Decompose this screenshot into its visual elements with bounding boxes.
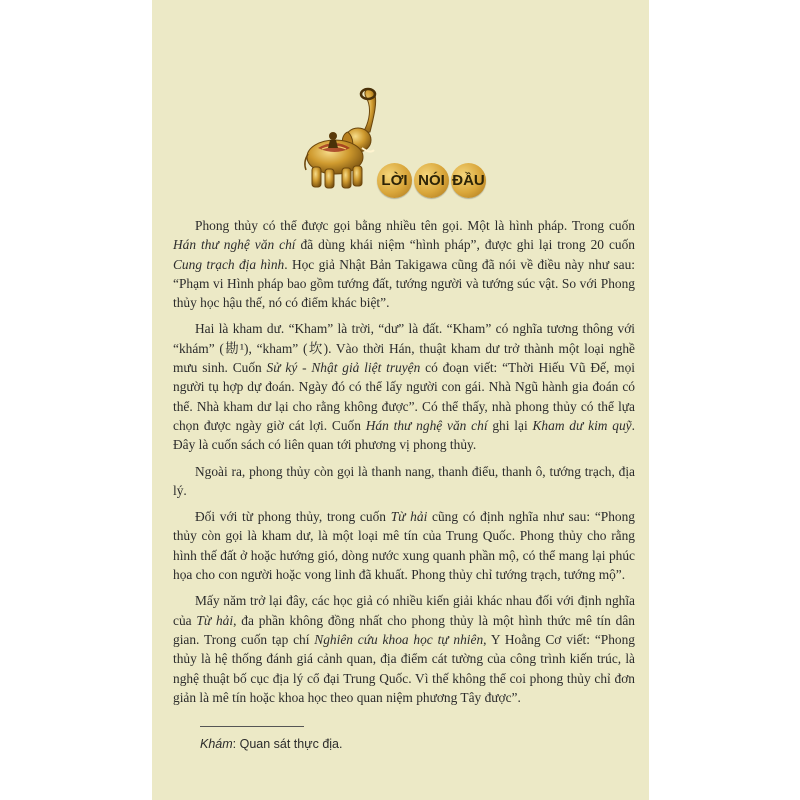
title-badge: LỜI xyxy=(377,163,412,198)
book-page xyxy=(152,0,649,800)
paragraph: Hai là kham dư. “Kham” là trời, “dư” là đất. “Kham” có nghĩa tương thông với “khám” (勘¹), “kham” (坎). Vào thời Hán, thuật kham dư trở thành một loại nghề mưu sinh. Cuốn Sử ký - Nhật giả liệt truyện có đoạn viết: “Thời Hiếu Vũ Đế, mọi người tụ hợp dự đoán. Ngày đó có thể lấy người con gái. Nhà Ngũ hành gia đoán có thể. Nhà kham dư lại cho rằng không được”. Có thể thấy, nhà phong thủy có thể lựa chọn được ngày giờ cát lợi. Cuốn Hán thư nghệ văn chí ghi lại Kham dư kim quỹ. Đây là cuốn sách có liên quan tới phương vị phong thủy. xyxy=(173,321,635,453)
title-badge: NÓI xyxy=(414,163,449,198)
paragraph: Mấy năm trở lại đây, các học giả có nhiều kiến giải khác nhau đối với định nghĩa của Từ hải, đa phần không đồng nhất cho phong thủy là một hình thức mê tín dân gian. Trong cuốn tạp chí Nghiên cứu khoa học tự nhiên, Y Hoằng Cơ viết: “Phong thủy là hệ thống đánh giá cảnh quan, địa điểm cát tường của công trình kiến trúc, là nghệ thuật bố cục địa lý cổ đại Trung Quốc. Vì thế không thể coi phong thủy chỉ đơn giản là mê tín hoặc khoa học theo quan niệm phương Tây được”. xyxy=(173,593,635,705)
paragraph: Ngoài ra, phong thủy còn gọi là thanh nang, thanh điểu, thanh ô, tướng trạch, địa lý. xyxy=(173,463,635,498)
footnote-term: Khám xyxy=(200,737,233,751)
paragraph: Đối với từ phong thủy, trong cuốn Từ hải cũng có định nghĩa như sau: “Phong thủy còn gọi là kham dư, là một loại mê tín của Trung Quốc. Phong thủy cho rằng hình thế đất ở hoặc hướng gió, dòng nước xung quanh phần mộ, có thể mang lại phúc họa cho con người hoặc vong linh đã khuất. Phong thủy chỉ tướng trạch, tướng mộ”. xyxy=(173,509,635,583)
title-badge: ĐẦU xyxy=(451,163,486,198)
preface-body xyxy=(173,216,635,714)
footnote-divider xyxy=(200,726,304,727)
footnote xyxy=(200,737,342,751)
title-badges xyxy=(377,163,486,198)
footnote-text: : Quan sát thực địa. xyxy=(232,737,343,751)
paragraph: Phong thủy có thể được gọi bằng nhiều tên gọi. Một là hình pháp. Trong cuốn Hán thư nghệ văn chí đã dùng khái niệm “hình pháp”, được ghi lại trong 20 cuốn Cung trạch địa hình. Học giả Nhật Bản Takigawa cũng đã nói về điều này như sau: “Phạm vi Hình pháp bao gồm tướng đất, tướng người và tướng súc vật. So với Phong thủy học hậu thế, nó có điểm khác biệt”. xyxy=(173,218,635,311)
page-header xyxy=(152,82,649,212)
